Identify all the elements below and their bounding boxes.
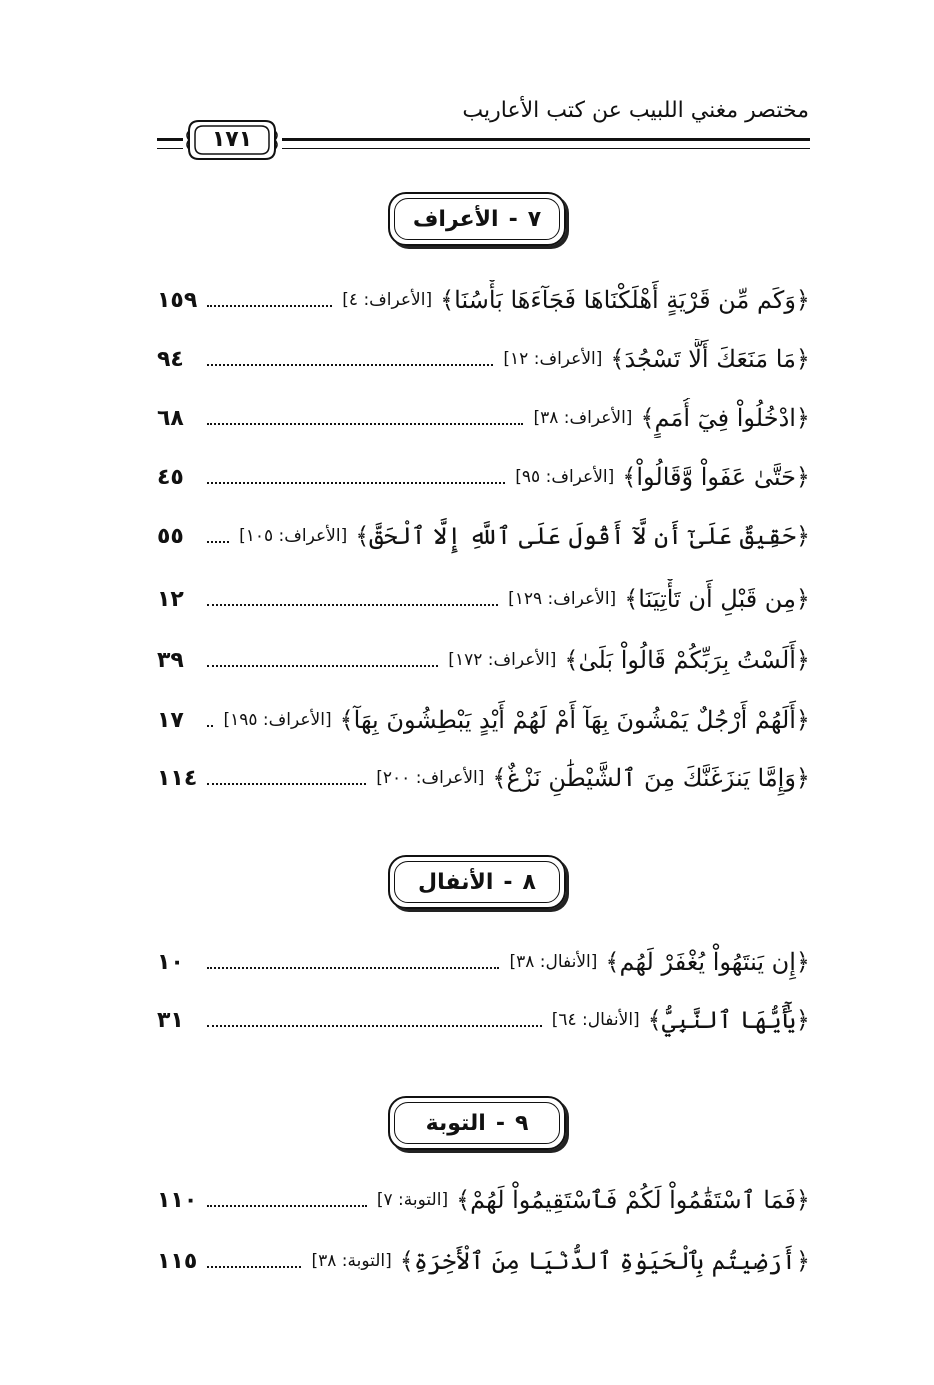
header-rule [282,138,810,149]
page-reference: ١٠ [157,949,184,975]
section-dash: - [495,1110,505,1136]
page-number: ١٧١ [211,127,253,152]
dot-leader [207,541,229,543]
verse-text: ﴿مِن قَبْلِ أَن تَأْتِيَنَا﴾ [624,585,810,613]
dot-leader [207,364,493,366]
dot-leader [207,665,438,667]
section-number: ٧ [527,206,542,232]
verse-reference: [الأنفال: ٣٨] [509,952,598,972]
verse-reference: [الأعراف: ١٢٩] [508,589,617,609]
verse-text: ﴿وَإِمَّا يَنزَغَنَّكَ مِنَ ٱلشَّيْطَٰنِ نَزْغٌ﴾ [492,764,810,792]
index-entry [157,758,810,798]
page-reference: ٩٤ [157,346,184,372]
section-heading-al-anfal [388,855,566,909]
index-entry [157,1241,810,1281]
verse-reference: [الأعراف: ١٢] [503,349,603,369]
page-reference: ٥٥ [157,523,184,549]
verse-text: ﴿ادْخُلُواْ فِيٓ أُمَمٍ﴾ [640,404,810,432]
index-entry [157,1000,810,1040]
verse-reference: [الأعراف: ١٩٥] [223,710,332,730]
page-reference: ١٥٩ [157,287,198,313]
section-number: ٩ [514,1110,529,1136]
verse-text: ﴿أَرَضِيتُم بِٱلْحَيَوٰةِ ٱلدُّنْيَا مِنَ ٱلْأَخِرَةِ﴾ [399,1247,810,1275]
dot-leader [207,1266,301,1268]
page-reference: ١١٥ [157,1248,198,1274]
verse-text: ﴿فَمَا ٱسْتَقَٰمُواْ لَكُمْ فَٱسْتَقِيمُواْ لَهُمْ﴾ [456,1186,810,1214]
verse-text: ﴿أَلَهُمْ أَرْجُلٌ يَمْشُونَ بِهَآ أَمْ لَهُمْ أَيْدٍ يَبْطِشُونَ بِهَآ﴾ [339,706,810,734]
verse-reference: [الأعراف: ٤] [342,290,433,310]
page-reference: ٣٩ [157,647,184,673]
verse-text: ﴿يَٰٓأَيُّهَا ٱلنَّبِيُّ﴾ [647,1006,810,1034]
page-reference: ١٢ [157,586,184,612]
page-reference: ٣١ [157,1007,184,1033]
verse-text: ﴿حَتَّىٰ عَفَواْ وَّقَالُواْ﴾ [622,463,810,491]
section-heading-at-tawbah [388,1096,566,1150]
section-heading-al-araf [388,192,566,246]
section-title: التوبة [425,1110,486,1136]
running-header-title: مختصر مغني اللبيب عن كتب الأعاريب [462,98,809,123]
verse-text: ﴿أَلَسْتُ بِرَبِّكُمْ قَالُواْ بَلَىٰ﴾ [564,646,810,674]
index-entry [157,579,810,619]
section-number: ٨ [522,869,536,895]
verse-text: ﴿حَقِيقٌ عَلَىٰٓ أَن لَّآ أَقُولَ عَلَى ٱللَّهِ إِلَّا ٱلْحَقَّ﴾ [355,522,810,550]
page-reference: ٤٥ [157,464,184,490]
dot-leader [207,482,505,484]
verse-reference: [التوبة: ٣٨] [311,1251,392,1271]
page-reference: ١١٤ [157,765,198,791]
dot-leader [207,1205,367,1207]
dot-leader [207,967,499,969]
dot-leader [207,604,498,606]
dot-leader [207,305,332,307]
section-title: الأعراف [412,206,499,232]
section-title: الأنفال [418,869,494,895]
verse-reference: [الأعراف: ٣٨] [533,408,633,428]
page-reference: ١١٠ [157,1187,198,1213]
index-entry [157,280,810,320]
section-dash: - [508,206,518,232]
verse-reference: [الأعراف: ٩٥] [515,467,615,487]
verse-reference: [الأعراف: ١٧٢] [448,650,557,670]
index-entry [157,457,810,497]
dot-leader [207,783,366,785]
verse-reference: [الأنفال: ٦٤] [551,1010,640,1030]
verse-text: ﴿إِن يَنتَهُواْ يُغْفَرْ لَهُم﴾ [605,948,810,976]
index-entry [157,640,810,680]
index-entry [157,398,810,438]
page-reference: ٦٨ [157,405,184,431]
verse-reference: [التوبة: ٧] [376,1190,449,1210]
dot-leader [207,725,213,727]
verse-reference: [الأعراف: ٢٠٠] [376,768,485,788]
verse-reference: [الأعراف: ١٠٥] [239,526,348,546]
dot-leader [207,1025,542,1027]
index-entry [157,339,810,379]
section-dash: - [503,869,513,895]
page-number-frame [185,117,279,163]
verse-text: ﴿وَكَم مِّن قَرْيَةٍ أَهْلَكْنَاهَا فَجَآءَهَا بَأْسُنَا﴾ [440,286,810,314]
header-rule-short [157,138,183,149]
index-entry [157,700,810,740]
index-entry [157,942,810,982]
verse-text: ﴿مَا مَنَعَكَ أَلَّا تَسْجُدَ﴾ [610,345,810,373]
index-entry [157,516,810,556]
index-entry [157,1180,810,1220]
dot-leader [207,423,523,425]
page-reference: ١٧ [157,707,184,733]
